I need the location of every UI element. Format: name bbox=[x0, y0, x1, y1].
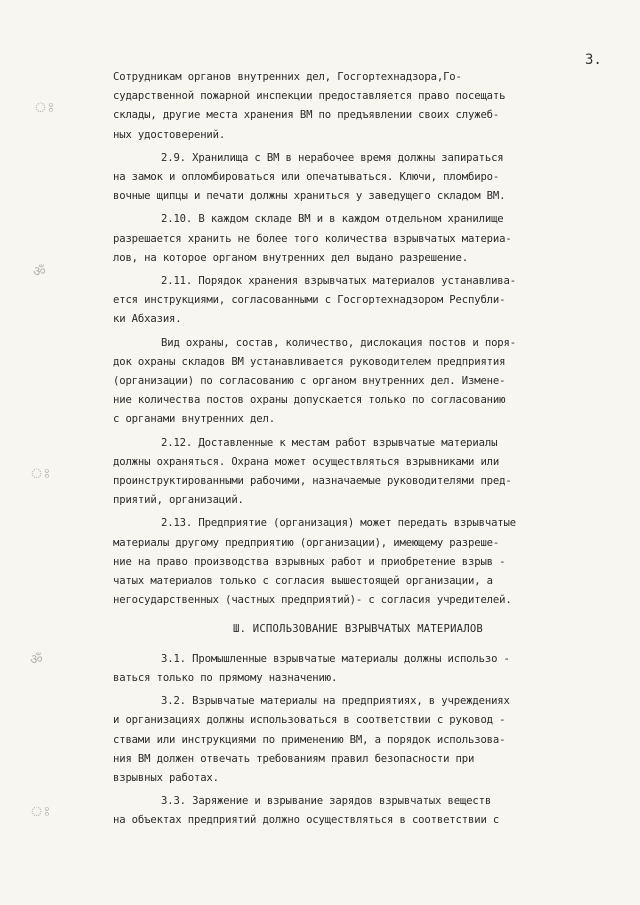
margin-mark: ঃ bbox=[30, 466, 51, 482]
text-line: док охраны складов ВМ устанавливается руководителем предприятия bbox=[113, 355, 506, 368]
text-line: чатых материалов только с согласия вышестоящей организации, а bbox=[113, 575, 493, 588]
text-line: разрешается хранить не более того количества взрывчатых материа- bbox=[113, 232, 512, 245]
text-line: взрывных работах. bbox=[113, 771, 219, 784]
text-line: 2.13. Предприятие (организация) может передать взрывчатые bbox=[161, 517, 516, 530]
margin-mark: ঃ bbox=[30, 804, 51, 820]
text-line: вочные щипцы и печати должны храниться у заведущего складом ВМ. bbox=[113, 190, 506, 203]
text-line: ется инструкциями, согласованными с Госгортехнадзором Республи- bbox=[113, 294, 506, 307]
text-line: на объектах предприятий должно осуществляться в соответствии с bbox=[113, 814, 500, 827]
text-line: приятий, организаций. bbox=[113, 494, 244, 507]
text-line: материалы другому предприятию (организации), имеющему разреше- bbox=[113, 536, 500, 549]
page-number: 3. bbox=[585, 52, 602, 68]
text-line: Сотрудникам органов внутренних дел, Госгортехнадзора,Го- bbox=[113, 71, 462, 83]
text-line: Вид охраны, состав, количество, дислокация постов и поря- bbox=[161, 336, 516, 349]
paragraph bbox=[113, 149, 603, 207]
paragraph bbox=[113, 692, 603, 788]
text-line: ных удостоверений. bbox=[113, 128, 226, 141]
margin-mark: ॐ bbox=[33, 264, 46, 280]
paragraph bbox=[113, 650, 603, 688]
section-two-paragraphs bbox=[113, 68, 603, 610]
text-line: (организации) по согласованию с органом внутренних дел. Измене- bbox=[113, 375, 506, 388]
text-line: с органами внутренних дел. bbox=[113, 413, 275, 426]
text-line: 3.3. Заряжение и взрывание зарядов взрывчатых веществ bbox=[161, 795, 492, 808]
section-three-paragraphs bbox=[113, 650, 603, 831]
text-line: 2.9. Хранилища с ВМ в нерабочее время должны запираться bbox=[161, 151, 504, 164]
margin-mark: ঃ bbox=[34, 100, 55, 116]
document-body bbox=[113, 68, 603, 835]
text-line: 3.1. Промышленные взрывчатые материалы должны использо - bbox=[161, 652, 510, 665]
text-line: 2.11. Порядок хранения взрывчатых материалов устанавлива- bbox=[161, 275, 516, 288]
text-line: негосударственных (частных предприятий)- с согласия учредителей. bbox=[113, 594, 512, 607]
section-title: Ш. ИСПОЛЬЗОВАНИЕ ВЗРЫВЧАТЫХ МАТЕРИАЛОВ bbox=[233, 623, 483, 636]
paragraph bbox=[113, 792, 603, 830]
text-line: ваться только по прямому назначению. bbox=[113, 671, 338, 684]
text-line: и организациях должны использоваться в соответствии с руковод - bbox=[113, 714, 506, 727]
text-line: склады, другие места хранения ВМ по предъявлении своих служеб- bbox=[113, 109, 500, 122]
text-line: ствами или инструкциями по применению ВМ, а порядок использова- bbox=[113, 733, 506, 746]
text-line: ние количества постов охраны допускается только по согласованию bbox=[113, 394, 506, 407]
text-line: 2.10. В каждом складе ВМ и в каждом отдельном хранилище bbox=[161, 213, 504, 226]
text-line: 3.2. Взрывчатые материалы на предприятиях, в учреждениях bbox=[161, 695, 510, 708]
text-line: лов, на которое органом внутренних дел выдано разрешение. bbox=[113, 251, 468, 264]
margin-mark: ॐ bbox=[30, 652, 43, 668]
paragraph bbox=[113, 434, 603, 511]
text-line: ния ВМ должен отвечать требованиям правил безопасности при bbox=[113, 752, 475, 765]
paragraph bbox=[113, 272, 603, 330]
paragraph bbox=[113, 68, 603, 145]
paragraph bbox=[113, 334, 603, 430]
paragraph bbox=[113, 210, 603, 268]
text-line: должны охраняться. Охрана может осуществляться взрывниками или bbox=[113, 455, 500, 468]
text-line: на замок и опломбироваться или опечатываться. Ключи, пломбиро- bbox=[113, 171, 500, 184]
text-line: 2.12. Доставленные к местам работ взрывчатые материалы bbox=[161, 436, 498, 449]
text-line: сударственной пожарной инспекции предоставляется право посещать bbox=[113, 90, 506, 103]
text-line: ние на право производства взрывных работ и приобретение взрыв - bbox=[113, 555, 506, 568]
text-line: проинструктированными рабочими, назначаемые руководителями пред- bbox=[113, 475, 512, 488]
paragraph bbox=[113, 514, 603, 610]
text-line: ки Абхазия. bbox=[113, 313, 182, 326]
